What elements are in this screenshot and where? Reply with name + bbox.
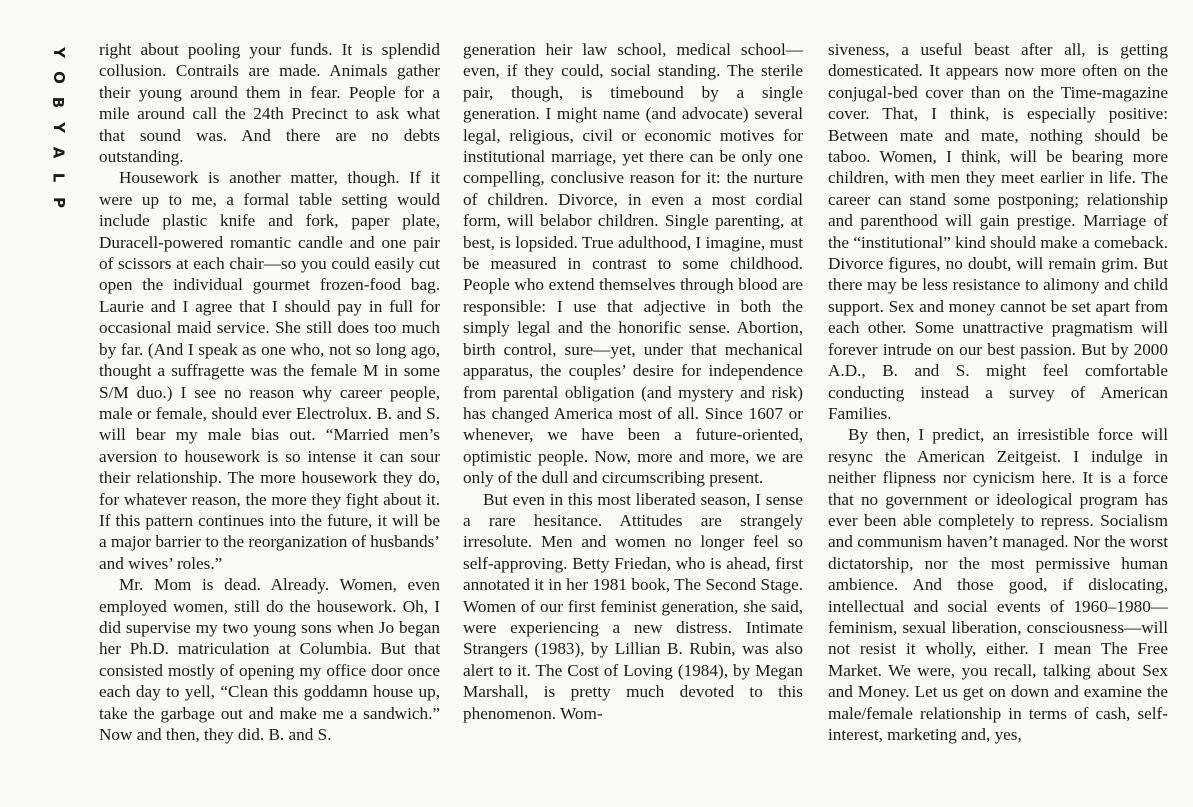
running-head-letter: Y [49,122,68,133]
paragraph: Mr. Mom is dead. Already. Women, even employed women, still do the housework. Oh, I did supervise my two young sons when Jo began her Ph.D. matriculation at Columbia. But that consisted mostly of opening my office door once each day to yell, “Clean this goddamn house up, take the garbage out and make me a sandwich.” Now and then, they did. B. and S. [99,575,440,744]
text-column-1 [99,39,440,745]
running-head [44,40,72,215]
running-head-letter: B [49,96,68,109]
paragraph: By then, I predict, an irresistible force will resync the American Zeitgeist. I indulge in neither flipness nor cynicism here. It is a force that no government or ideological program has ever been able completely to repress. Socialism and communism haven’t managed. Nor the worst dictatorship, nor the most permissive human ambience. And those good, if dislocating, intellectual and social events of 1960–1980—feminism, sexual liberation, consciousness—will not resist it wholly, either. I mean The Free Market. We were, you recall, talking about Sex and Money. Let us get on down and examine the male/female relationship in terms of cash, self-interest, marketing and, yes, [828,425,1168,744]
running-head-letter: L [49,172,68,183]
paragraph: Housework is another matter, though. If it were up to me, a formal table setting would include plastic knife and fork, paper plate, Duracell-powered romantic candle and one pair of scissors at each chair—so you could easily cut open the individual gourmet frozen-food bag. Laurie and I agree that I should pay in full for occasional maid service. She still does too much by far. (And I speak as one who, not so long ago, thought a suffragette was the female M in some S/M duo.) I see no reason why career people, male or female, should ever Electrolux. B. and S. will bear my male bias out. “Married men’s aversion to housework is so intense it can sour their relationship. The more housework they do, for whatever reason, the more they fight about it. If this pattern continues into the future, it will be a major barrier to the reorganization of husbands’ and wives’ roles.” [99,168,440,573]
paragraph: right about pooling your funds. It is splendid collusion. Contrails are made. Animals gather their young around them in fear. People for a mile around call the 24th Precinct to ask what that sound was. And there are no debts outstanding. [99,40,440,167]
running-head-letter: Y [49,47,68,58]
text-column-2 [463,39,803,724]
paragraph: siveness, a useful beast after all, is getting domesticated. It appears now more often on the conjugal-bed cover than on the Time-magazine cover. That, I think, is especially positive: Between mate and mate, nothing should be taboo. Women, I think, will be bearing more children, with men they meet earlier in life. The career can stand some postponing; relationship and parenthood will gain prestige. Marriage of the “institutional” kind should make a comeback. Divorce figures, no doubt, will remain grim. But there may be less resistance to alimony and child support. Sex and money cannot be set apart from each other. Some unattractive pragmatism will forever intrude on our best passion. But by 2000 A.D., B. and S. might feel comfortable conducting instead a survey of American Families. [828,40,1168,423]
paragraph: But even in this most liberated season, I sense a rare hesitance. Attitudes are strangely irresolute. Men and women no longer feel so self-approving. Betty Friedan, who is ahead, first annotated it in her 1981 book, The Second Stage. Women of our first feminist generation, she said, were experiencing a new distress. Intimate Strangers (1983), by Lillian B. Rubin, was also alert to it. The Cost of Loving (1984), by Megan Marshall, is pretty much devoted to this phenomenon. Wom- [463,489,803,723]
paragraph: generation heir law school, medical school—even, if they could, social standing. The sterile pair, though, is timebound by a single generation. I might name (and advocate) several legal, religious, civil or economic motives for institutional marriage, yet there can be only one compelling, conclusive reason for it: the nurture of children. Divorce, in even a most cordial form, will belabor children. Single parenting, at best, is lopsided. True adulthood, I imagine, must be measured in contrast to some childhood. People who extend themselves through blood are responsible: I use that adjective in both the simply legal and the honorific sense. Abortion, birth control, sure—yet, under that mechanical apparatus, the couples’ desire for independence from parental obligation (and mystery and risk) has changed America most of all. Since 1607 or whenever, we have been a future-oriented, optimistic people. Now, more and more, we are only of the dull and circumscribing present. [463,40,803,488]
running-head-letter: A [49,146,68,159]
running-head-letter: O [49,71,68,84]
text-column-3 [828,39,1168,745]
running-head-letter: P [49,197,68,208]
